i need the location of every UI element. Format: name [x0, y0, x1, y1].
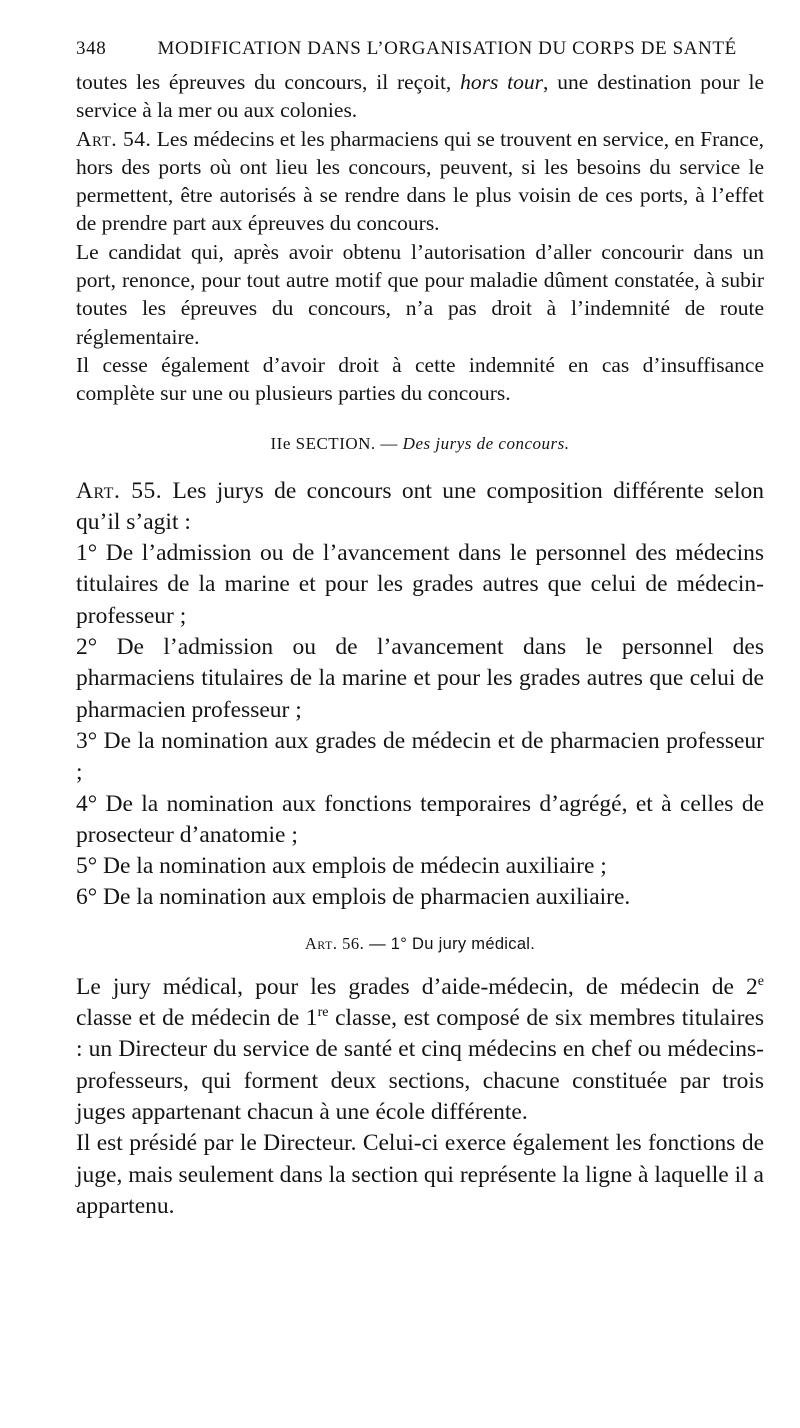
article-54-label: Art. 54. [76, 126, 152, 151]
section-heading: IIe SECTION. — Des jurys de concours. [270, 433, 570, 453]
jury-list [76, 538, 764, 914]
page-number: 348 [76, 38, 107, 59]
article-56-heading: Art. 56. — 1° Du jury médical. [304, 933, 536, 953]
list-item: 1° De l’admission ou de l’avancement dans le personnel des médecins titulaires de la marine et pour les grades autres que celui de médecin-professeur ; [76, 540, 764, 629]
running-title: MODIFICATION DANS L’ORGANISATION DU CORPS DE SANTÉ [157, 38, 737, 59]
paragraph-top: toutes les épreuves du concours, il reçoit, hors tour, une destination pour le service à la mer ou aux colonies. [76, 70, 764, 123]
article-54: Art. 54. Les médecins et les pharmaciens qui se trouvent en service, en France, hors des ports où ont lieu les concours, peuvent, si les besoins du service le permettent, être autorisés à se rendre dans le plus voisin de ces ports, à l’effet de prendre part aux épreuves du concours. [76, 126, 764, 236]
paragraph-cesse: Il cesse également d’avoir droit à cette indemnité en cas d’insuffisance complète sur une ou plusieurs parties du concours. [76, 352, 764, 406]
section-label: IIe SECTION. [270, 433, 376, 453]
article-56-label: Art. 56. [304, 933, 365, 953]
page-header [76, 38, 764, 60]
hors-tour-italic: hors tour [460, 70, 544, 94]
article-55: Art. 55. Les jurys de concours ont une composition différente selon qu’il s’agit : [76, 477, 764, 535]
list-item: 4° De la nomination aux fonctions temporaires d’agrégé, et à celles de prosecteur d’anatomie ; [76, 790, 764, 848]
paragraph-candidat: Le candidat qui, après avoir obtenu l’autorisation d’aller concourir dans un port, renonce, pour tout autre motif que pour maladie dûment constatée, à subir toutes les épreuves du concours, n’a pas droit à l’indemnité de route réglementaire. [76, 239, 764, 349]
document-page [76, 38, 764, 1222]
paragraph-jury-medical: Le jury médical, pour les grades d’aide-médecin, de médecin de 2e classe et de médecin de 1re classe, est composé de six membres titulaires : un Directeur du service de santé et cinq médecins en chef ou médecins-professeurs, qui forment deux sections, chacune constituée par trois juges appartenant chacun à une école différente. [76, 972, 764, 1125]
list-item: 2° De l’admission ou de l’avancement dans le personnel des pharmaciens titulaires de la marine et pour les grades autres que celui de pharmacien professeur ; [76, 634, 764, 723]
list-item: 5° De la nomination aux emplois de médecin auxiliaire ; [76, 853, 607, 880]
section-title: Des jurys de concours. [402, 433, 570, 453]
paragraph-preside: Il est présidé par le Directeur. Celui-ci exerce également les fonctions de juge, mais seulement dans la section qui représente la ligne à laquelle il a appartenu. [76, 1130, 764, 1219]
article-55-label: Art. 55. [76, 477, 163, 504]
list-item: 3° De la nomination aux grades de médecin et de pharmacien professeur ; [76, 727, 764, 786]
list-item: 6° De la nomination aux emplois de pharmacien auxiliaire. [76, 884, 631, 911]
